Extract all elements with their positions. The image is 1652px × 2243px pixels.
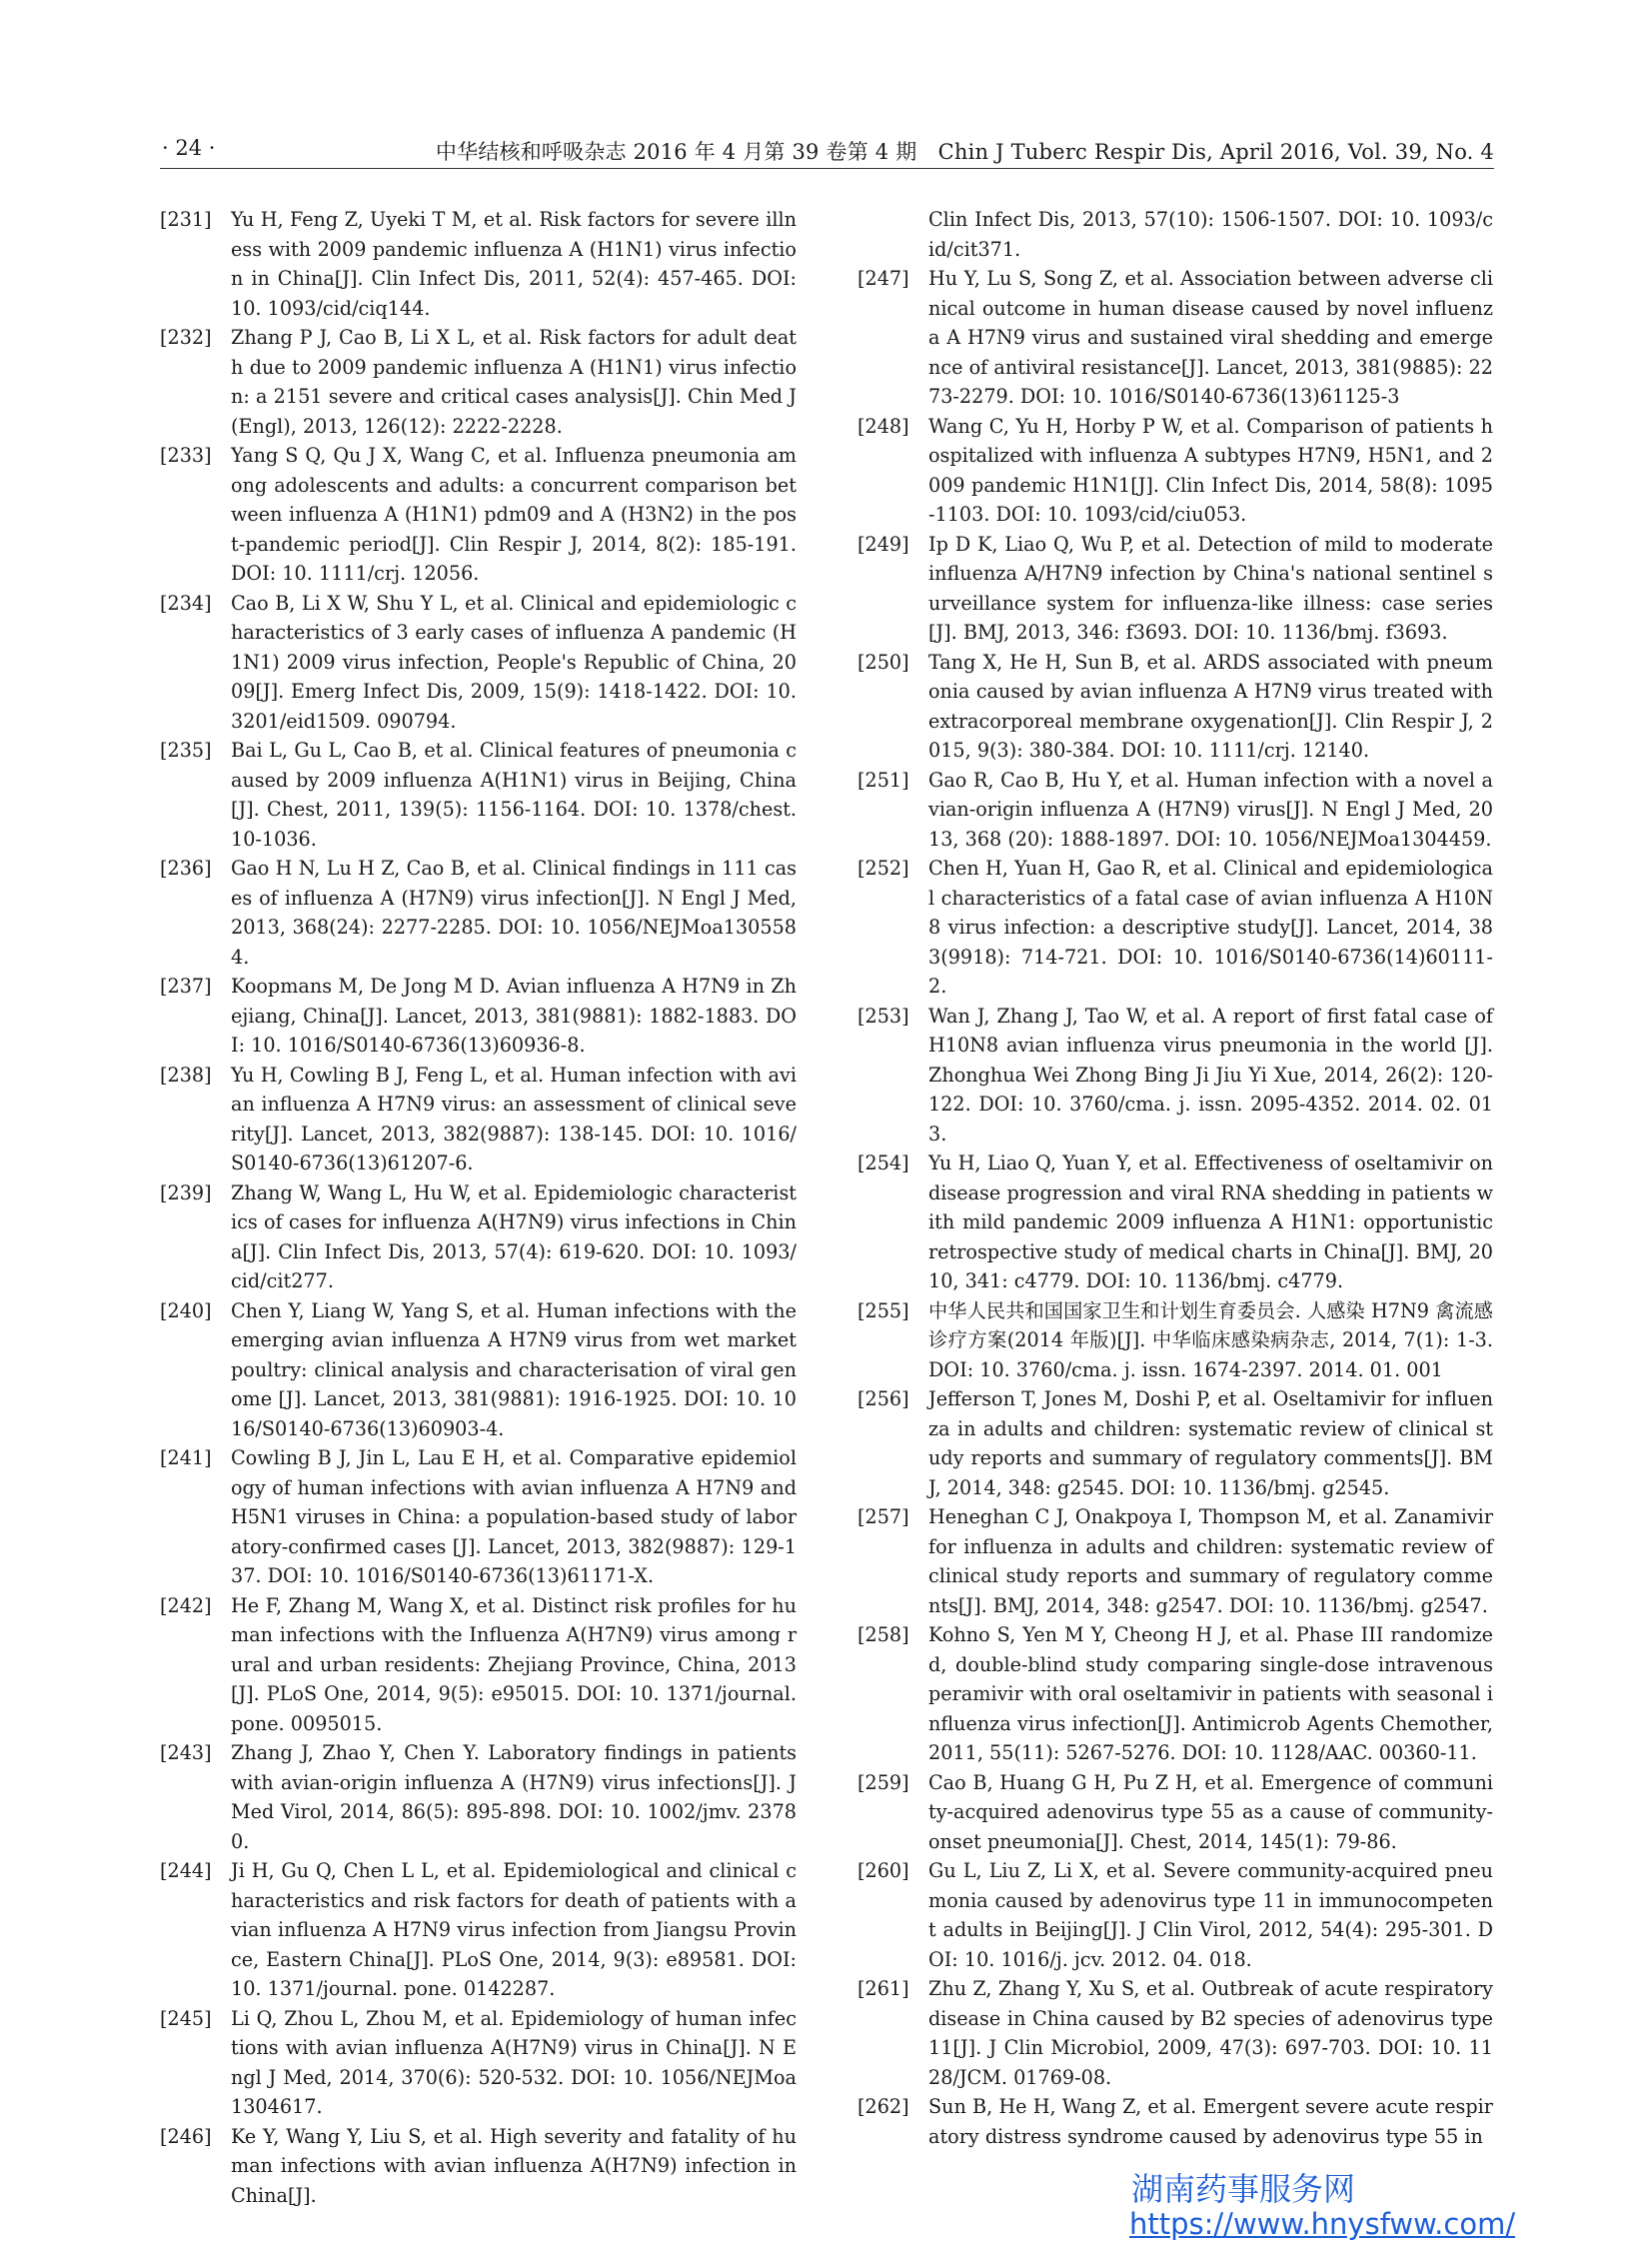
reference-text: Yu H, Cowling B J, Feng L, et al. Human infection with avian influenza A H7N9 virus: an assessment of clinical severity[J]. Lancet, 2013, 382(9887): 138-145. DOI: 10. 1016/S0140-6736(13)61207-6.	[231, 1063, 797, 1174]
reference-item	[160, 441, 797, 589]
reference-item	[857, 1856, 1493, 1974]
reference-item	[857, 264, 1493, 412]
reference-item	[857, 1148, 1493, 1296]
reference-item	[160, 2122, 797, 2211]
page-header	[0, 130, 1652, 170]
reference-number: [253]	[857, 1004, 909, 1028]
reference-number: [231]	[160, 208, 212, 231]
reference-number: [243]	[160, 1741, 212, 1764]
reference-item	[160, 736, 797, 854]
reference-text: Kohno S, Yen M Y, Cheong H J, et al. Phase III randomized, double-blind study comparing single-dose intravenous peramivir with oral oseltamivir in patients with seasonal influenza virus infection[J]. Antimicrob Agents Chemother, 2011, 55(11): 5267-5276. DOI: 10. 1128/AAC. 00360-11.	[928, 1623, 1493, 1764]
reference-item	[857, 648, 1493, 766]
reference-text: Jefferson T, Jones M, Doshi P, et al. Oseltamivir for influenza in adults and children: systematic review of clinical study reports and summary of regulatory comments[J]. BMJ, 2014, 348: g2545. DOI: 10. 1136/bmj. g2545.	[928, 1387, 1493, 1499]
reference-text: Chen H, Yuan H, Gao R, et al. Clinical and epidemiological characteristics of a fatal case of avian influenza A H10N8 virus infection: a descriptive study[J]. Lancet, 2014, 383(9918): 714-721. DOI: 10. 1016/S0140-6736(14)60111-2.	[928, 857, 1493, 998]
reference-text: Gao H N, Lu H Z, Cao B, et al. Clinical findings in 111 cases of influenza A (H7N9) virus infection[J]. N Engl J Med, 2013, 368(24): 2277-2285. DOI: 10. 1056/NEJMoa1305584.	[231, 857, 797, 969]
reference-text: Koopmans M, De Jong M D. Avian influenza A H7N9 in Zhejiang, China[J]. Lancet, 2013, 381(9881): 1882-1883. DOI: 10. 1016/S0140-6736(13)60936-8.	[231, 975, 797, 1057]
reference-item	[160, 1591, 797, 1739]
reference-item	[857, 2092, 1493, 2151]
reference-text: Bai L, Gu L, Cao B, et al. Clinical features of pneumonia caused by 2009 influenza A(H1N1) virus in Beijing, China [J]. Chest, 2011, 139(5): 1156-1164. DOI: 10. 1378/chest. 10-1036.	[231, 739, 797, 851]
reference-item	[160, 1443, 797, 1591]
reference-number: [236]	[160, 857, 212, 880]
reference-number: [261]	[857, 1977, 909, 2000]
reference-number: [244]	[160, 1859, 212, 1882]
reference-item	[160, 205, 797, 323]
reference-text: Yang S Q, Qu J X, Wang C, et al. Influenza pneumonia among adolescents and adults: a concurrent comparison between influenza A (H1N1) pdm09 and A (H3N2) in the post-pandemic period[J]. Clin Respir J, 2014, 8(2): 185-191. DOI: 10. 1111/crj. 12056.	[231, 444, 797, 585]
reference-item	[857, 1384, 1493, 1502]
reference-item	[857, 766, 1493, 855]
reference-text: Ip D K, Liao Q, Wu P, et al. Detection of mild to moderate influenza A/H7N9 infection by China's national sentinel surveillance system for influenza-like illness: case series[J]. BMJ, 2013, 346: f3693. DOI: 10. 1136/bmj. f3693.	[928, 532, 1493, 644]
reference-item	[857, 530, 1493, 648]
reference-item	[160, 1856, 797, 2004]
reference-text: Ke Y, Wang Y, Liu S, et al. High severity and fatality of human infections with avian influenza A(H7N9) infection in China[J].	[231, 2124, 797, 2207]
reference-item	[857, 1620, 1493, 1768]
reference-text: Wang C, Yu H, Horby P W, et al. Comparison of patients hospitalized with influenza A subtypes H7N9, H5N1, and 2009 pandemic H1N1[J]. Clin Infect Dis, 2014, 58(8): 1095-1103. DOI: 10. 1093/cid/ciu053.	[928, 414, 1493, 526]
reference-text: Cowling B J, Jin L, Lau E H, et al. Comparative epidemiology of human infections with avian influenza A H7N9 and H5N1 viruses in China: a population-based study of laboratory-confirmed cases [J]. Lancet, 2013, 382(9887): 129-137. DOI: 10. 1016/S0140-6736(13)61171-X.	[231, 1446, 797, 1587]
references-left-column	[160, 205, 797, 2210]
reference-number: [255]	[857, 1298, 909, 1322]
reference-number: [246]	[160, 2124, 212, 2148]
reference-number: [247]	[857, 267, 909, 290]
watermark-name: 湖南药事服务网	[1131, 2170, 1356, 2208]
reference-number: [259]	[857, 1770, 909, 1794]
reference-text: Li Q, Zhou L, Zhou M, et al. Epidemiology of human infections with avian influenza A(H7N9) virus in China[J]. N Engl J Med, 2014, 370(6): 520-532. DOI: 10. 1056/NEJMoa1304617.	[231, 2006, 797, 2118]
page-number: · 24 ·	[162, 136, 216, 160]
reference-text: Zhang W, Wang L, Hu W, et al. Epidemiologic characteristics of cases for influenza A(H7N9) virus infections in China[J]. Clin Infect Dis, 2013, 57(4): 619-620. DOI: 10. 1093/cid/cit277.	[231, 1180, 797, 1292]
reference-number: [260]	[857, 1859, 909, 1882]
reference-text: Sun B, He H, Wang Z, et al. Emergent severe acute respiratory distress syndrome caused by adenovirus type 55 in	[928, 2095, 1493, 2148]
reference-number: [235]	[160, 739, 212, 762]
reference-text: Wan J, Zhang J, Tao W, et al. A report of first fatal case of H10N8 avian influenza virus pneumonia in the world [J]. Zhonghua Wei Zhong Bing Ji Jiu Yi Xue, 2014, 26(2): 120-122. DOI: 10. 3760/cma. j. issn. 2095-4352. 2014. 02. 013.	[928, 1004, 1493, 1145]
reference-item	[160, 972, 797, 1061]
reference-text: Gu L, Liu Z, Li X, et al. Severe community-acquired pneumonia caused by adenovirus type 11 in immunocompetent adults in Beijing[J]. J Clin Virol, 2012, 54(4): 295-301. DOI: 10. 1016/j. jcv. 2012. 04. 018.	[928, 1859, 1493, 1971]
reference-number: [254]	[857, 1151, 909, 1174]
reference-number: [249]	[857, 532, 909, 556]
reference-text: Cao B, Huang G H, Pu Z H, et al. Emergence of community-acquired adenovirus type 55 as a cause of community-onset pneumonia[J]. Chest, 2014, 145(1): 79-86.	[928, 1770, 1493, 1853]
reference-item	[857, 1502, 1493, 1620]
reference-number: [245]	[160, 2006, 212, 2030]
reference-number: [238]	[160, 1063, 212, 1087]
journal-title: 中华结核和呼吸杂志 2016 年 4 月第 39 卷第 4 期 Chin J Tuberc Respir Dis, April 2016, Vol. 39, No. 4	[435, 140, 1494, 164]
reference-text: Cao B, Li X W, Shu Y L, et al. Clinical and epidemiologic characteristics of 3 early cases of influenza A pandemic (H1N1) 2009 virus infection, People's Republic of China, 2009[J]. Emerg Infect Dis, 2009, 15(9): 1418-1422. DOI: 10. 3201/eid1509. 090794.	[231, 591, 797, 733]
reference-item	[160, 854, 797, 972]
reference-item	[857, 854, 1493, 1002]
watermark-url[interactable]: https://www.hnysfww.com/	[1129, 2207, 1516, 2241]
reference-text: Hu Y, Lu S, Song Z, et al. Association between adverse clinical outcome in human disease caused by novel influenza A H7N9 virus and sustained viral shedding and emergence of antiviral resistance[J]. Lancet, 2013, 381(9885): 2273-2279. DOI: 10. 1016/S0140-6736(13)61125-3	[928, 267, 1493, 408]
reference-number: [257]	[857, 1505, 909, 1528]
reference-text: Heneghan C J, Onakpoya I, Thompson M, et al. Zanamivir for influenza in adults and children: systematic review of clinical study reports and summary of regulatory comments[J]. BMJ, 2014, 348: g2547. DOI: 10. 1136/bmj. g2547.	[928, 1505, 1493, 1617]
reference-number: [233]	[160, 444, 212, 467]
reference-number: [250]	[857, 650, 909, 674]
reference-text: Yu H, Liao Q, Yuan Y, et al. Effectiveness of oseltamivir on disease progression and viral RNA shedding in patients with mild pandemic 2009 influenza A H1N1: opportunistic retrospective study of medical charts in China[J]. BMJ, 2010, 341: c4779. DOI: 10. 1136/bmj. c4779.	[928, 1151, 1493, 1292]
reference-item	[857, 1768, 1493, 1857]
reference-number: [242]	[160, 1593, 212, 1617]
reference-number: [251]	[857, 768, 909, 792]
reference-text: Zhang J, Zhao Y, Chen Y. Laboratory findings in patients with avian-origin influenza A (H7N9) virus infections[J]. J Med Virol, 2014, 86(5): 895-898. DOI: 10. 1002/jmv. 23780.	[231, 1741, 797, 1853]
reference-number: [232]	[160, 326, 212, 349]
reference-item	[857, 412, 1493, 530]
reference-item	[160, 2004, 797, 2122]
reference-item	[857, 1974, 1493, 2092]
reference-number: [262]	[857, 2095, 909, 2118]
reference-text: He F, Zhang M, Wang X, et al. Distinct risk profiles for human infections with the Influenza A(H7N9) virus among rural and urban residents: Zhejiang Province, China, 2013[J]. PLoS One, 2014, 9(5): e95015. DOI: 10. 1371/journal. pone. 0095015.	[231, 1593, 797, 1735]
reference-continuation: Clin Infect Dis, 2013, 57(10): 1506-1507. DOI: 10. 1093/cid/cit371.	[928, 208, 1493, 261]
reference-number: [237]	[160, 975, 212, 998]
reference-text: Zhang P J, Cao B, Li X L, et al. Risk factors for adult death due to 2009 pandemic influenza A (H1N1) virus infection: a 2151 severe and critical cases analysis[J]. Chin Med J (Engl), 2013, 126(12): 2222-2228.	[231, 326, 797, 438]
reference-number: [252]	[857, 857, 909, 880]
reference-number: [258]	[857, 1623, 909, 1646]
reference-item	[160, 1061, 797, 1178]
reference-item	[160, 323, 797, 441]
reference-text: Gao R, Cao B, Hu Y, et al. Human infection with a novel avian-origin influenza A (H7N9) virus[J]. N Engl J Med, 2013, 368 (20): 1888-1897. DOI: 10. 1056/NEJMoa1304459.	[928, 768, 1493, 851]
reference-item	[160, 1738, 797, 1856]
reference-item	[857, 1002, 1493, 1149]
reference-number: [256]	[857, 1387, 909, 1410]
references-right-column	[857, 205, 1493, 2151]
reference-text: 中华人民共和国国家卫生和计划生育委员会. 人感染 H7N9 禽流感诊疗方案(2014 年版)[J]. 中华临床感染病杂志, 2014, 7(1): 1-3. DOI: 10. 3760/cma. j. issn. 1674-2397. 2014. 01. 001	[928, 1298, 1493, 1381]
reference-item	[160, 1178, 797, 1296]
reference-number: [241]	[160, 1446, 212, 1469]
watermark	[1129, 2171, 1549, 2241]
reference-number: [234]	[160, 591, 212, 615]
reference-text: Ji H, Gu Q, Chen L L, et al. Epidemiological and clinical characteristics and risk factors for death of patients with avian influenza A H7N9 virus infection from Jiangsu Province, Eastern China[J]. PLoS One, 2014, 9(3): e89581. DOI: 10. 1371/journal. pone. 0142287.	[231, 1859, 797, 2000]
reference-number: [239]	[160, 1180, 212, 1204]
reference-item	[160, 589, 797, 737]
reference-number: [240]	[160, 1298, 212, 1322]
header-rule	[160, 168, 1494, 169]
reference-text: Yu H, Feng Z, Uyeki T M, et al. Risk factors for severe illness with 2009 pandemic influenza A (H1N1) virus infection in China[J]. Clin Infect Dis, 2011, 52(4): 457-465. DOI: 10. 1093/cid/ciq144.	[231, 208, 797, 320]
reference-text: Zhu Z, Zhang Y, Xu S, et al. Outbreak of acute respiratory disease in China caused by B2 species of adenovirus type 11[J]. J Clin Microbiol, 2009, 47(3): 697-703. DOI: 10. 1128/JCM. 01769-08.	[928, 1977, 1493, 2089]
reference-item	[160, 1296, 797, 1444]
reference-item	[857, 1296, 1493, 1385]
reference-text: Chen Y, Liang W, Yang S, et al. Human infections with the emerging avian influenza A H7N9 virus from wet market poultry: clinical analysis and characterisation of viral genome [J]. Lancet, 2013, 381(9881): 1916-1925. DOI: 10. 1016/S0140-6736(13)60903-4.	[231, 1298, 797, 1440]
reference-number: [248]	[857, 414, 909, 438]
reference-text: Tang X, He H, Sun B, et al. ARDS associated with pneumonia caused by avian influenza A H7N9 virus treated with extracorporeal membrane oxygenation[J]. Clin Respir J, 2015, 9(3): 380-384. DOI: 10. 1111/crj. 12140.	[928, 650, 1493, 762]
